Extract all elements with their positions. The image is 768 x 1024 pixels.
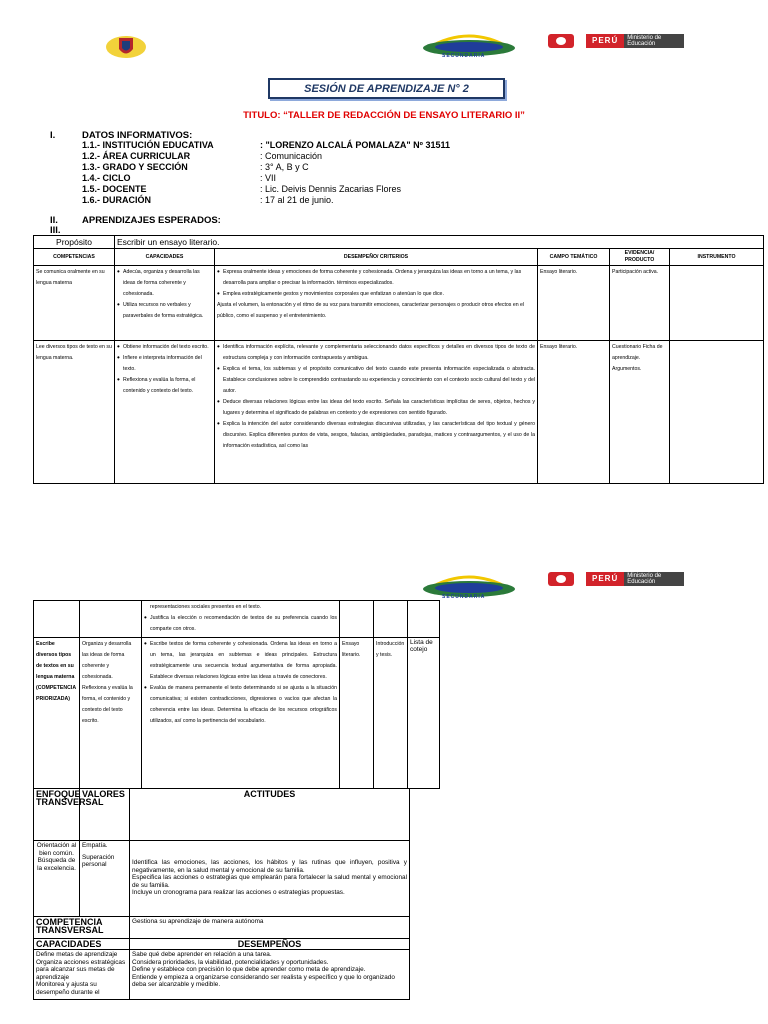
info-row: 1.5.- DOCENTE : Lic. Deivis Dennis Zacarias Flores [82,184,402,194]
list-item: Reflexiona y evalúa la forma, el contenido y contexto del texto escrito. [82,685,133,724]
header-enfoque: ENFOQUE TRANSVERSAL [34,789,80,841]
list-item: • Evalúa de manera permanente el texto determinando si se ajusta a la situación comunicativa; si existen contradicciones, digresiones o vacíos que afectan la coherencia entre las ideas. Determina la eficacia de los recursos ortográficos utilizados, así como la pertinencia del vocabulario. [144,683,337,727]
header-valores: VALORES [80,789,130,841]
list-item: • Explica la intención del autor considerando diversas estrategias discursivas utilizadas, y las características del tipo textual y género discursivo. Explica diferentes puntos de vista, sesgos, falacias, ambigüedades, paradojas, matices y contraargumentos, y el uso de la información estadística, así como las [217,419,535,452]
list-item: • Expresa oralmente ideas y emociones de forma coherente y cohesionada. Ordena y jerarquiza las ideas en torno a un tema, y las desarrolla para ampliar o precisar la información. términos especializados. [217,267,535,289]
header-desempenos: DESEMPEÑOS [130,939,410,950]
list-item: Especifica las acciones o estrategias que emplearán para fortalecer la salud mental y emocional de su familia. [132,874,407,889]
table-header-row [34,939,410,950]
list-item: • Identifica información explícita, relevante y complementaria seleccionando datos específicos y detalles en diversos tipos de texto de estructura compleja y con información contrapuesta y ambigua. [217,342,535,364]
list-item: • Adecúa, organiza y desarrolla las ideas de forma coherente y cohesionada. [117,267,212,300]
list-item: • Infiere e interpreta información del texto. [117,353,212,375]
instrumento-cell [670,266,764,341]
peru-label: PERÚ [586,34,624,48]
section-3-number: III. [50,225,61,236]
actitudes-cell [130,841,410,917]
list-item: Superación personal [82,853,115,868]
peru-ministry-logo [548,33,708,49]
learning-table [33,235,764,484]
evidencia-cell: Cuestionario Ficha de aprendizaje. Argumentos. [610,341,670,484]
desempeno-cell [142,601,340,638]
header-campo: CAMPO TEMÁTICO [538,249,610,266]
competencia-transversal-label: COMPETENCIA TRANSVERSAL [34,917,130,939]
header-actitudes: ACTITUDES [130,789,410,841]
list-item: • Escribe textos de forma coherente y cohesionada. Ordena las ideas en torno a un tema, las jerarquiza en subtemas e ideas principales. Estructura estratégicamente una secuencia textual argumentativa de forma apropiada. Establece diversas relaciones lógicas entre las ideas a través de conectores. [144,639,337,683]
list-item: Ajusta el volumen, la entonación y el ritmo de su voz para transmitir emociones, caracterizar personajes o producir otros efectos en el público, como el suspenso y el entretenimiento. [217,302,525,319]
peru-emblem-icon [548,572,574,586]
competencia-cell: Lee diversos tipos de texto en su lengua materna. [34,341,115,484]
list-item: Entiende y empieza a organizarse considerando ser realista y específico y que lo organizado deba ser alcanzable y medible. [132,973,395,988]
table-row [34,917,410,939]
section-2-number: II. [50,215,58,226]
info-row: 1.6.- DURACIÓN : 17 al 21 de junio. [82,195,334,205]
evidencia-cell: Participación activa. [610,266,670,341]
list-item: Organiza acciones estratégicas para alcanzar sus metas de aprendizaje [36,958,126,981]
peru-ministry-logo [548,571,708,587]
campo-cell: Ensayo literario. [340,638,374,789]
section-2-title: APRENDIZAJES ESPERADOS: [82,215,221,226]
table-row [34,638,440,789]
info-row: 1.4.- CICLO : VII [82,173,277,183]
list-item: Define y establece con precisión lo que debe aprender como meta de aprendizaje. [132,966,366,973]
table-row [34,341,764,484]
transversal-header-row [34,789,410,841]
list-item: • Utiliza recursos no verbales y paraverbales de forma estratégica. [117,300,212,322]
header-capacidades: CAPACIDADES [115,249,215,266]
header-desempeno: DESEMPEÑO/ CRITERIOS [215,249,538,266]
list-item: Identifica las emociones, las acciones, los hábitos y las rutinas que influyen, positiva y negativamente, en la salud mental y emocional de su familia. [132,859,407,874]
table-row [34,950,410,1000]
info-row: 1.3.- GRADO Y SECCIÓN : 3° A, B y C [82,162,309,172]
school-logo [418,567,520,603]
list-item: Empatía. [82,842,108,849]
table-header-row [34,249,764,266]
ministry-label: Ministerio de Educación [624,34,684,48]
institution-shield-logo [104,34,148,60]
competencia-transversal-value: Gestiona su aprendizaje de manera autónoma [130,917,410,939]
list-item: Define metas de aprendizaje [36,951,118,958]
list-item: representaciones sociales presentes en el texto. [150,604,262,610]
capacidades-cell [34,950,130,1000]
purpose-row [34,236,764,249]
desempeno-cell [215,266,538,341]
header-evidencia: EVIDENCIA/ PRODUCTO [610,249,670,266]
session-title: SESIÓN DE APRENDIZAJE N° 2 [268,78,505,99]
valores-cell [80,841,130,917]
peru-label: PERÚ [586,572,624,586]
school-logo-text: SECUNDARIA [442,53,486,59]
table-row [34,266,764,341]
purpose-label: Propósito [34,236,115,249]
list-item: Incluye un cronograma para realizar las acciones o estrategias propuestas. [132,889,345,896]
header-capacidades: CAPACIDADES [34,939,130,950]
desempeno-cell [142,638,340,789]
info-row: 1.2.- ÁREA CURRICULAR : Comunicación [82,151,323,161]
transversal-table [33,788,410,1000]
document-page-1 [0,0,768,500]
list-item: Monitorea y ajusta su desempeño durante el [36,981,100,996]
list-item: • Explica el tema, los subtemas y el propósito comunicativo del texto cuando este presenta información especializada o abstracta. Establece conclusiones sobre lo comprendido contrastando su experiencia y conocimiento con el contexto socio cultural del texto y del autor. [217,364,535,397]
ministry-label: Ministerio de Educación [624,572,684,586]
header-instrumento: INSTRUMENTO [670,249,764,266]
header-competencias: COMPETENCIAS [34,249,115,266]
list-item: Organiza y desarrolla las ideas de forma coherente y cohesionada. [82,641,132,680]
list-item: Sabe qué debe aprender en relación a una tarea. [132,951,272,958]
school-logo-text: SECUNDARIA [442,594,486,600]
list-item: • Deduce diversas relaciones lógicas entre las ideas del texto escrito. Señala las características implícitas de seres, objetos, hechos y lugares y determina el significado de palabras en contexto y de expresiones con sentido figurado. [217,397,535,419]
session-topic-title: TITULO: “TALLER DE REDACCIÓN DE ENSAYO LITERARIO II” [243,110,525,121]
competencia-cell: Escribe diversos tipos de textos en su lengua materna (COMPETENCIA PRIORIZADA) [34,638,80,789]
capacidades-cell [115,266,215,341]
capacidades-cell [115,341,215,484]
learning-table-continued [33,600,440,789]
capacidades-cell [80,638,142,789]
peru-emblem-icon [548,34,574,48]
section-1-number: I. [50,130,56,141]
purpose-value: Escribir un ensayo literario. [115,236,764,249]
document-page-2 [0,555,768,1024]
table-row [34,841,410,917]
school-logo [418,26,520,62]
desempenos-cell [130,950,410,1000]
list-item: • Reflexiona y evalúa la forma, el contenido y contexto del texto. [117,375,212,397]
section-1-title: DATOS INFORMATIVOS: [82,130,193,141]
info-row: 1.1.- INSTITUCIÓN EDUCATIVA : "LORENZO ALCALÁ POMALAZA" Nº 31511 [82,140,451,150]
campo-cell: Ensayo literario. [538,266,610,341]
instrumento-cell [670,341,764,484]
table-row [34,601,440,638]
evidencia-cell: Introducción y tesis. [374,638,408,789]
instrumento-cell: Lista de cotejo [408,638,440,789]
list-item: • Obtiene información del texto escrito. [117,342,212,353]
desempeno-cell [215,341,538,484]
campo-cell: Ensayo literario. [538,341,610,484]
list-item: • Justifica la elección o recomendación de textos de su preferencia cuando los comparte con otros. [144,613,337,635]
competencia-cell: Se comunica oralmente en su lengua materna [34,266,115,341]
list-item: Considera prioridades, la viabilidad, potencialidades y oportunidades. [132,958,329,966]
list-item: • Emplea estratégicamente gestos y movimientos corporales que enfatizan o atenúan lo que dice. [217,289,535,300]
enfoques-cell: Orientación al bien común. Búsqueda de la excelencia. [34,841,80,917]
